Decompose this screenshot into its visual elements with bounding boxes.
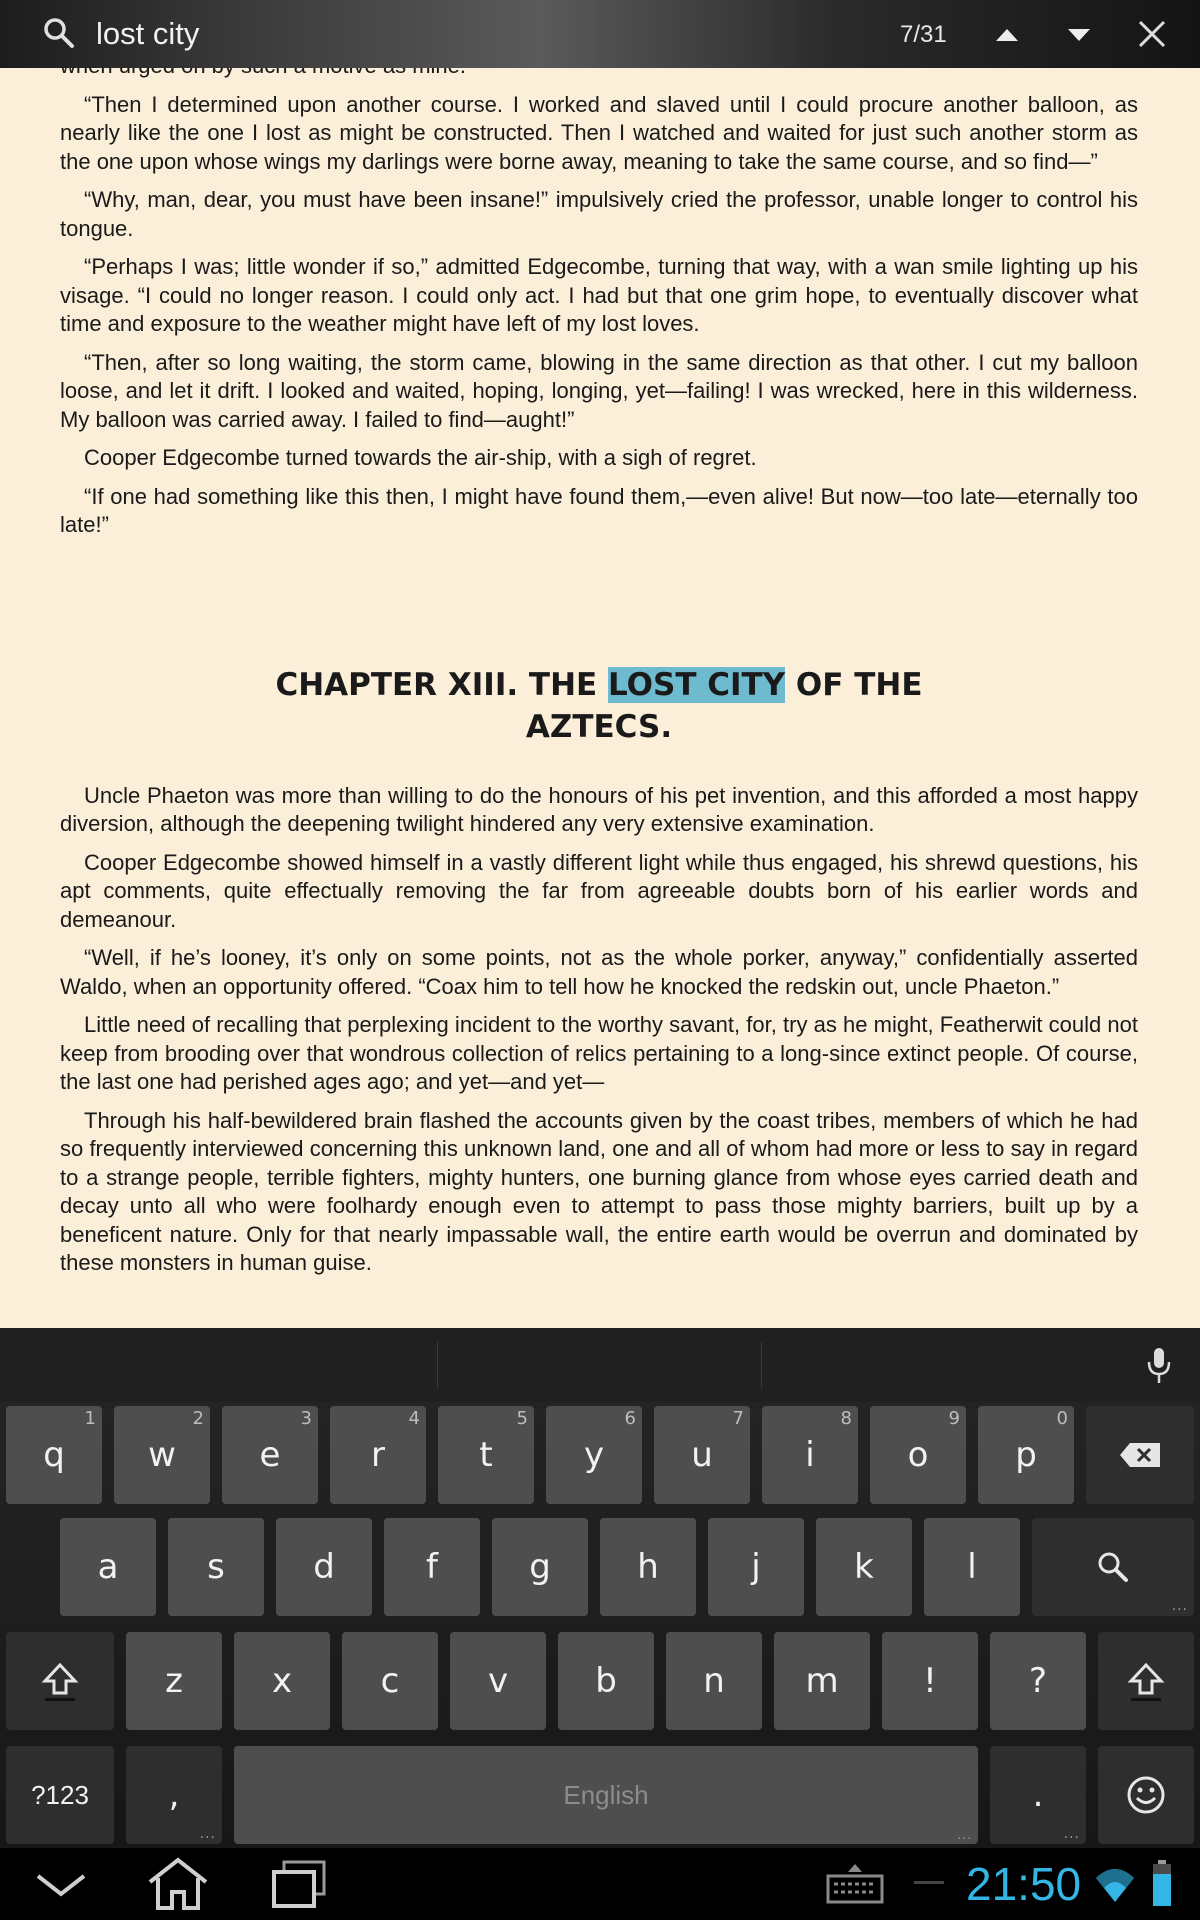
microphone-icon[interactable]: [1144, 1346, 1174, 1386]
key-number-hint: 2: [192, 1408, 204, 1429]
chapter-suffix: OF THE AZTECS.: [525, 666, 923, 745]
back-chevron-icon[interactable]: [34, 1868, 88, 1902]
key-g[interactable]: [492, 1518, 588, 1616]
soft-keyboard: [0, 1328, 1200, 1848]
book-paragraph: “If one had something like this then, I might have found them,—even alive! But now—too late—eternally too late!”: [60, 483, 1138, 537]
wifi-icon: [1094, 1862, 1136, 1906]
symbols-key[interactable]: [6, 1746, 114, 1844]
key-label: j: [751, 1547, 761, 1587]
key-h[interactable]: [600, 1518, 696, 1616]
paragraphs-before: [60, 52, 1138, 540]
key-m[interactable]: [774, 1632, 870, 1730]
key-label: ?123: [31, 1779, 89, 1810]
key-i[interactable]: [762, 1406, 858, 1504]
key-n[interactable]: [666, 1632, 762, 1730]
key-label: z: [165, 1661, 183, 1701]
key-label: b: [595, 1661, 617, 1701]
key-z[interactable]: [126, 1632, 222, 1730]
key-label: n: [703, 1661, 725, 1701]
key-number-hint: 1: [84, 1408, 96, 1429]
key-a[interactable]: [60, 1518, 156, 1616]
key-u[interactable]: [654, 1406, 750, 1504]
suggestion-divider: [761, 1342, 762, 1388]
key-label: a: [97, 1547, 119, 1587]
key-label: k: [854, 1547, 874, 1587]
key-q[interactable]: [6, 1406, 102, 1504]
match-counter: 7/31: [900, 21, 947, 48]
key-f[interactable]: [384, 1518, 480, 1616]
book-paragraph: “Perhaps I was; little wonder if so,” admitted Edgecombe, turning that way, with a wan smile lighting up his visage. “I could no longer reason. I could only act. I had but that one grim hope, to eventually discover what time and exposure to the weather might have left of my lost loves.: [60, 254, 1138, 336]
key-e[interactable]: [222, 1406, 318, 1504]
recent-apps-icon[interactable]: [270, 1858, 328, 1910]
key-r[interactable]: [330, 1406, 426, 1504]
key-label: !: [923, 1661, 937, 1701]
keyboard-icon: [824, 1862, 886, 1906]
key-label: i: [805, 1435, 815, 1475]
key-label: English: [563, 1779, 649, 1810]
smiley-icon: [1126, 1775, 1166, 1815]
key-label: y: [583, 1435, 605, 1475]
paragraphs-after: [60, 782, 1138, 1278]
search-highlight: LOST CITY: [607, 666, 786, 703]
next-match-button[interactable]: [1062, 18, 1096, 52]
key-label: s: [207, 1547, 225, 1587]
key-l[interactable]: [924, 1518, 1020, 1616]
key-label: g: [529, 1547, 551, 1587]
key-more-hint: ...: [199, 1826, 216, 1842]
key-label: d: [313, 1547, 335, 1587]
search-icon: [42, 16, 76, 50]
key-label: o: [907, 1435, 929, 1475]
key-number-hint: 0: [1056, 1408, 1068, 1429]
space-key[interactable]: [234, 1746, 978, 1844]
backspace-icon: [1118, 1441, 1162, 1469]
previous-match-button[interactable]: [990, 18, 1024, 52]
book-paragraph: Cooper Edgecombe showed himself in a vastly different light while thus engaged, his shrewd questions, his apt comments, quite effectually removing the far from agreeable doubts born of his earlier words and demeanour.: [60, 849, 1138, 932]
key-label: q: [43, 1435, 65, 1475]
search-icon: [1096, 1550, 1130, 1584]
key-number-hint: 7: [732, 1408, 744, 1429]
key-label: m: [805, 1661, 839, 1701]
book-paragraph: Cooper Edgecombe turned towards the air-ship, with a sigh of regret.: [84, 445, 757, 470]
key-b[interactable]: [558, 1632, 654, 1730]
key-number-hint: 4: [408, 1408, 420, 1429]
key-label: f: [426, 1547, 438, 1587]
key-label: v: [487, 1661, 509, 1701]
key-label: h: [637, 1547, 659, 1587]
key-p[interactable]: [978, 1406, 1074, 1504]
key-exclamation[interactable]: [882, 1632, 978, 1730]
key-c[interactable]: [342, 1632, 438, 1730]
book-paragraph: Uncle Phaeton was more than willing to do the honours of his pet invention, and this afforded a most happy diversion, although the deepening twilight hindered any very extensive examination.: [60, 782, 1138, 836]
suggestion-strip[interactable]: [0, 1328, 1200, 1402]
key-number-hint: 6: [624, 1408, 636, 1429]
book-paragraph: “Then I determined upon another course. I worked and slaved until I could procure another balloon, as nearly like the one I lost as might be constructed. Then I watched and waited for just such another storm as the one upon whose wings my darlings were borne away, meaning to take the same course, and so find—”: [60, 91, 1138, 174]
key-label: ?: [1028, 1661, 1048, 1701]
shift-key-left[interactable]: [6, 1632, 114, 1730]
book-paragraph: “Then, after so long waiting, the storm came, blowing in the same direction as that other. I cut my balloon loose, and let it drift. I looked and waited, hoping, longing, yet—failing! I was wrecked, here in this wilderness. My balloon was carried away. I failed to find—aught!”: [60, 349, 1138, 432]
key-label: e: [259, 1435, 281, 1475]
key-j[interactable]: [708, 1518, 804, 1616]
key-o[interactable]: [870, 1406, 966, 1504]
comma-key[interactable]: [126, 1746, 222, 1844]
chapter-heading: [200, 664, 998, 748]
key-number-hint: 8: [840, 1408, 852, 1429]
search-bar: [0, 0, 1200, 68]
key-number-hint: 5: [516, 1408, 528, 1429]
shift-icon: [42, 1661, 78, 1701]
key-s[interactable]: [168, 1518, 264, 1616]
status-clock: 21:50: [966, 1858, 1082, 1910]
key-x[interactable]: [234, 1632, 330, 1730]
chapter-prefix: CHAPTER XIII. THE: [275, 666, 608, 703]
book-paragraph: “Why, man, dear, you must have been insane!” impulsively cried the professor, unable longer to control his tongue.: [60, 187, 1138, 241]
key-label: .: [1032, 1775, 1044, 1815]
key-d[interactable]: [276, 1518, 372, 1616]
shift-icon: [1128, 1661, 1164, 1701]
key-more-hint: ...: [957, 1826, 972, 1842]
key-label: ,: [168, 1775, 180, 1815]
book-page[interactable]: [0, 68, 1200, 1328]
key-y[interactable]: [546, 1406, 642, 1504]
key-label: w: [148, 1435, 176, 1475]
key-question[interactable]: [990, 1632, 1086, 1730]
book-paragraph: “Well, if he’s looney, it’s only on some points, not as the whole porker, anyway,” confidentially asserted Waldo, when an opportunity offered. “Coax him to tell how he knocked the redskin out, uncle Phaeton.”: [60, 945, 1138, 999]
key-t[interactable]: [438, 1406, 534, 1504]
notification-dash-icon: [914, 1880, 944, 1886]
key-number-hint: 3: [300, 1408, 312, 1429]
search-key[interactable]: [1032, 1518, 1194, 1616]
page-content: [60, 52, 1138, 1288]
close-search-button[interactable]: [1134, 16, 1170, 52]
key-label: u: [691, 1435, 713, 1475]
key-v[interactable]: [450, 1632, 546, 1730]
key-label: x: [271, 1661, 293, 1701]
key-more-hint: ...: [1063, 1826, 1080, 1842]
system-nav-bar: [0, 1848, 1200, 1920]
key-label: t: [479, 1435, 493, 1475]
key-more-hint: ...: [1171, 1598, 1188, 1614]
home-icon[interactable]: [146, 1856, 210, 1912]
shift-key-right[interactable]: [1098, 1632, 1194, 1730]
key-label: l: [967, 1547, 977, 1587]
book-paragraph: Little need of recalling that perplexing incident to the worthy savant, for, try as he might, Featherwit could not keep from brooding over that wondrous collection of relics pertaining to a long-since extinct people. Of course, the last one had perished ages ago; and yet—and yet—: [60, 1012, 1138, 1094]
key-label: c: [380, 1661, 400, 1701]
key-w[interactable]: [114, 1406, 210, 1504]
key-label: r: [371, 1435, 385, 1475]
book-paragraph: Through his half-bewildered brain flashed the accounts given by the coast tribes, members of which he had so frequently interviewed concerning this unknown land, one and all of whom had more or less to say in regard to a strange people, terrible fighters, mighty hunters, one burning glance from whose eyes carried death and decay unto all who were foolhardy enough even to attempt to pass those mighty barriers, built up by a beneficent nature. Only for that nearly impassable wall, the entire earth would be overrun and dominated by these monsters in human guise.: [60, 1107, 1138, 1275]
period-key[interactable]: [990, 1746, 1086, 1844]
suggestion-divider: [437, 1342, 438, 1388]
battery-icon: [1152, 1860, 1172, 1908]
search-input[interactable]: lost city: [96, 16, 200, 51]
key-k[interactable]: [816, 1518, 912, 1616]
emoji-key[interactable]: [1098, 1746, 1194, 1844]
key-label: p: [1015, 1435, 1037, 1475]
key-number-hint: 9: [948, 1408, 960, 1429]
backspace-key[interactable]: [1086, 1406, 1194, 1504]
